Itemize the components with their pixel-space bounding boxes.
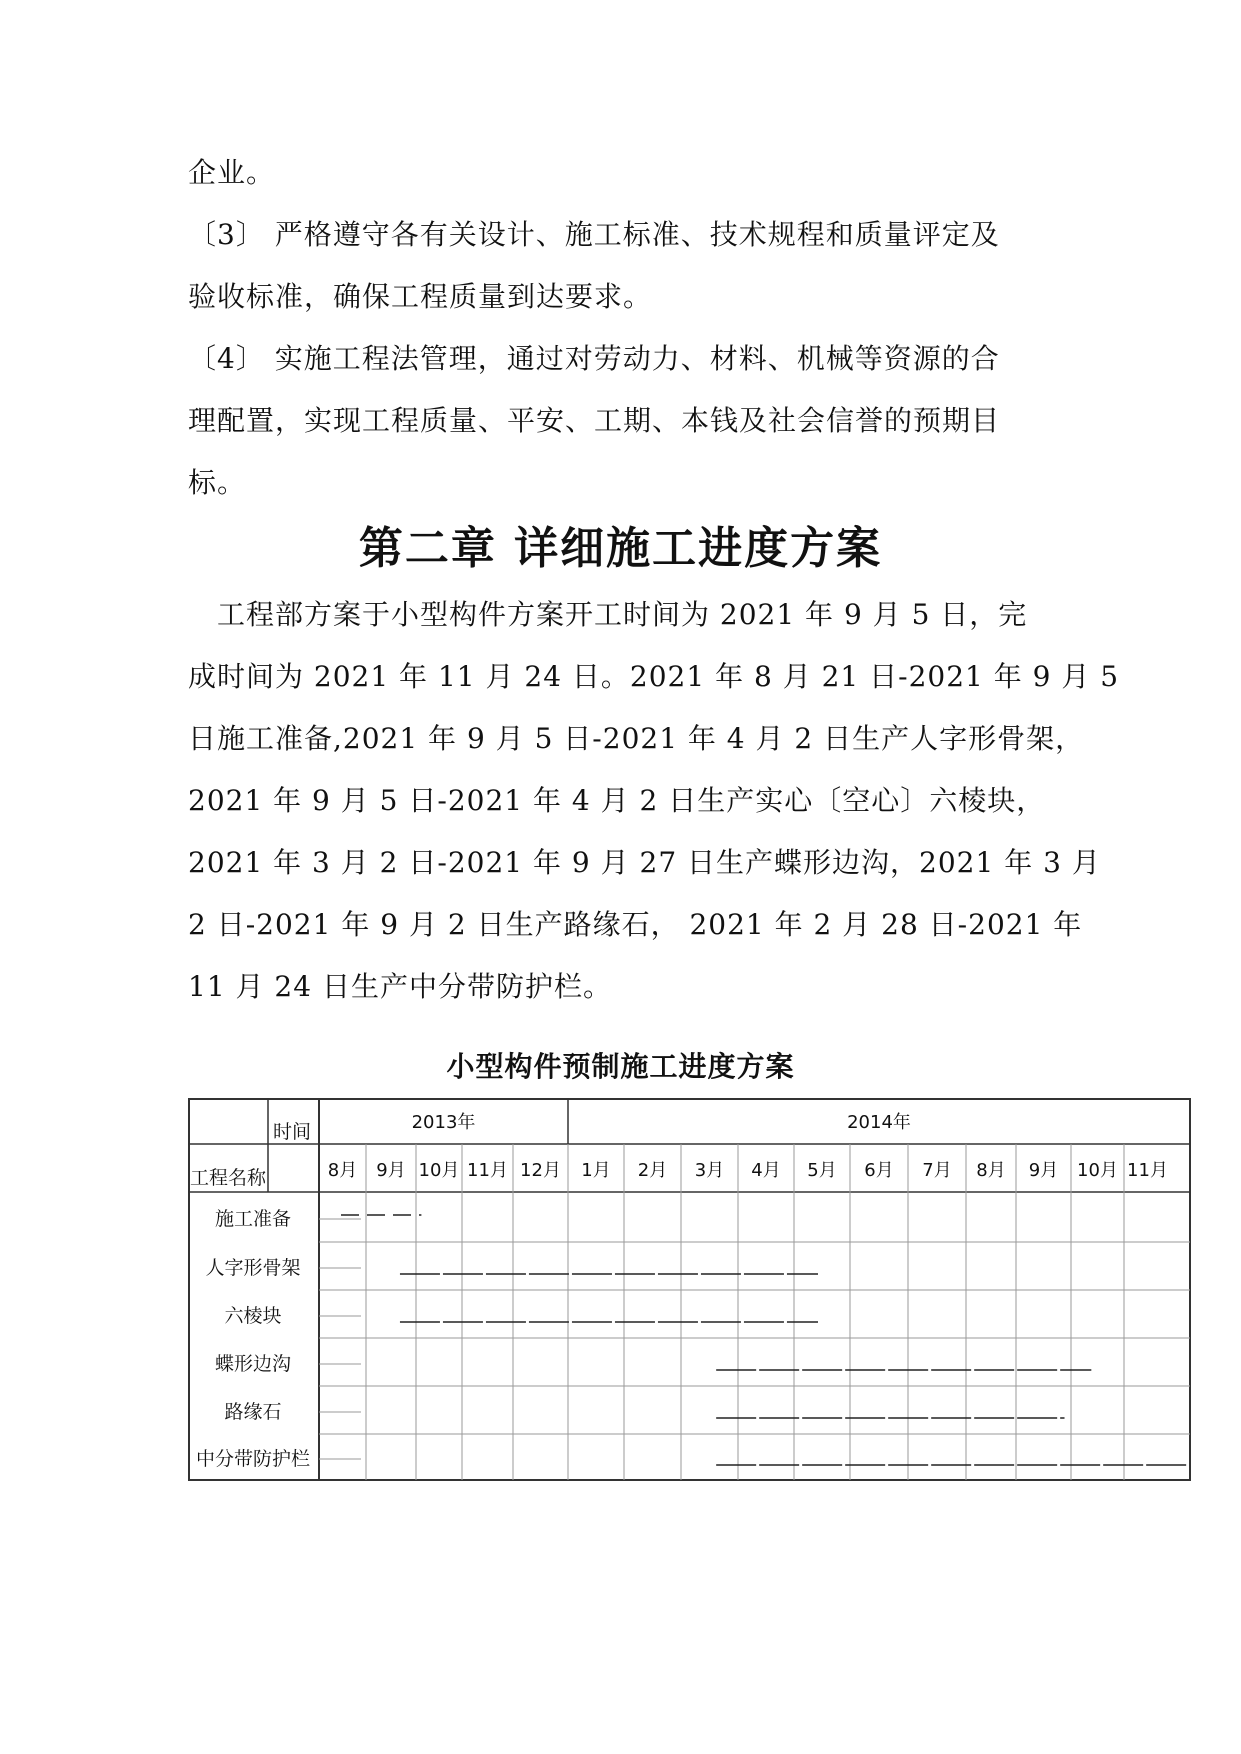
month-label: 6月 — [864, 1160, 894, 1181]
task-name: 路缘石 — [224, 1401, 282, 1423]
intro-line: 理配置，实现工程质量、平安、工期、本钱及社会信誉的预期目 — [188, 404, 1001, 437]
month-label: 5月 — [807, 1160, 837, 1181]
task-name: 人字形骨架 — [205, 1257, 301, 1279]
month-label: 10月 — [1077, 1160, 1118, 1181]
task-name: 施工准备 — [214, 1208, 292, 1230]
intro-line: 验收标准，确保工程质量到达要求。 — [188, 280, 653, 313]
intro-line: 〔3〕 严格遵守各有关设计、施工标准、技术规程和质量评定及 — [188, 218, 1000, 251]
intro-line: 标。 — [188, 466, 247, 499]
year-label: 2014年 — [847, 1112, 911, 1133]
month-label: 11月 — [1127, 1160, 1168, 1181]
body-line: 2021 年 9 月 5 日-2021 年 4 月 2 日生产实心〔空心〕六棱块， — [188, 784, 1046, 817]
body-line: 11 月 24 日生产中分带防护栏。 — [188, 970, 612, 1003]
body-line: 日施工准备,2021 年 9 月 5 日-2021 年 4 月 2 日生产人字形骨架， — [188, 722, 1085, 755]
year-label: 2013年 — [411, 1112, 476, 1133]
body-line: 2 日-2021 年 9 月 2 日生产路缘石， 2021 年 2 月 28 日-2021 年 — [188, 908, 1083, 941]
month-label: 12月 — [520, 1160, 561, 1181]
task-name: 蝶形边沟 — [214, 1353, 292, 1375]
gantt-chart — [188, 1098, 1198, 1518]
month-label: 3月 — [694, 1160, 725, 1181]
month-label: 9月 — [376, 1160, 406, 1181]
month-label: 9月 — [1028, 1160, 1059, 1181]
header-name-label: 工程名称 — [189, 1167, 267, 1189]
chapter-heading: 第二章 详细施工进度方案 — [358, 523, 883, 574]
header-time-label: 时间 — [272, 1121, 312, 1143]
intro-paragraphs — [188, 142, 1068, 514]
schedule-description — [188, 584, 1120, 1018]
body-line: 工程部方案于小型构件方案开工时间为 2021 年 9 月 5 日，完 — [188, 598, 1028, 631]
month-label: 10月 — [418, 1160, 460, 1181]
schedule-table — [188, 1098, 1198, 1522]
intro-line: 企业。 — [188, 156, 276, 189]
intro-line: 〔4〕 实施工程法管理，通过对劳动力、材料、机械等资源的合 — [188, 342, 1000, 375]
month-label: 4月 — [751, 1160, 781, 1181]
task-name: 中分带防护栏 — [195, 1448, 311, 1470]
month-label: 11月 — [467, 1160, 508, 1181]
task-name: 六棱块 — [224, 1305, 282, 1327]
month-label: 2月 — [637, 1160, 668, 1181]
month-label: 8月 — [976, 1160, 1006, 1181]
body-line: 2021 年 3 月 2 日-2021 年 9 月 27 日生产蝶形边沟，2021 年 3 月 — [188, 846, 1101, 879]
body-line: 成时间为 2021 年 11 月 24 日。2021 年 8 月 21 日-2021 年 9 月 5 — [188, 660, 1120, 693]
month-label: 8月 — [327, 1160, 358, 1181]
month-label: 7月 — [922, 1160, 952, 1181]
month-label: 1月 — [581, 1160, 611, 1181]
schedule-title: 小型构件预制施工进度方案 — [446, 1050, 795, 1083]
